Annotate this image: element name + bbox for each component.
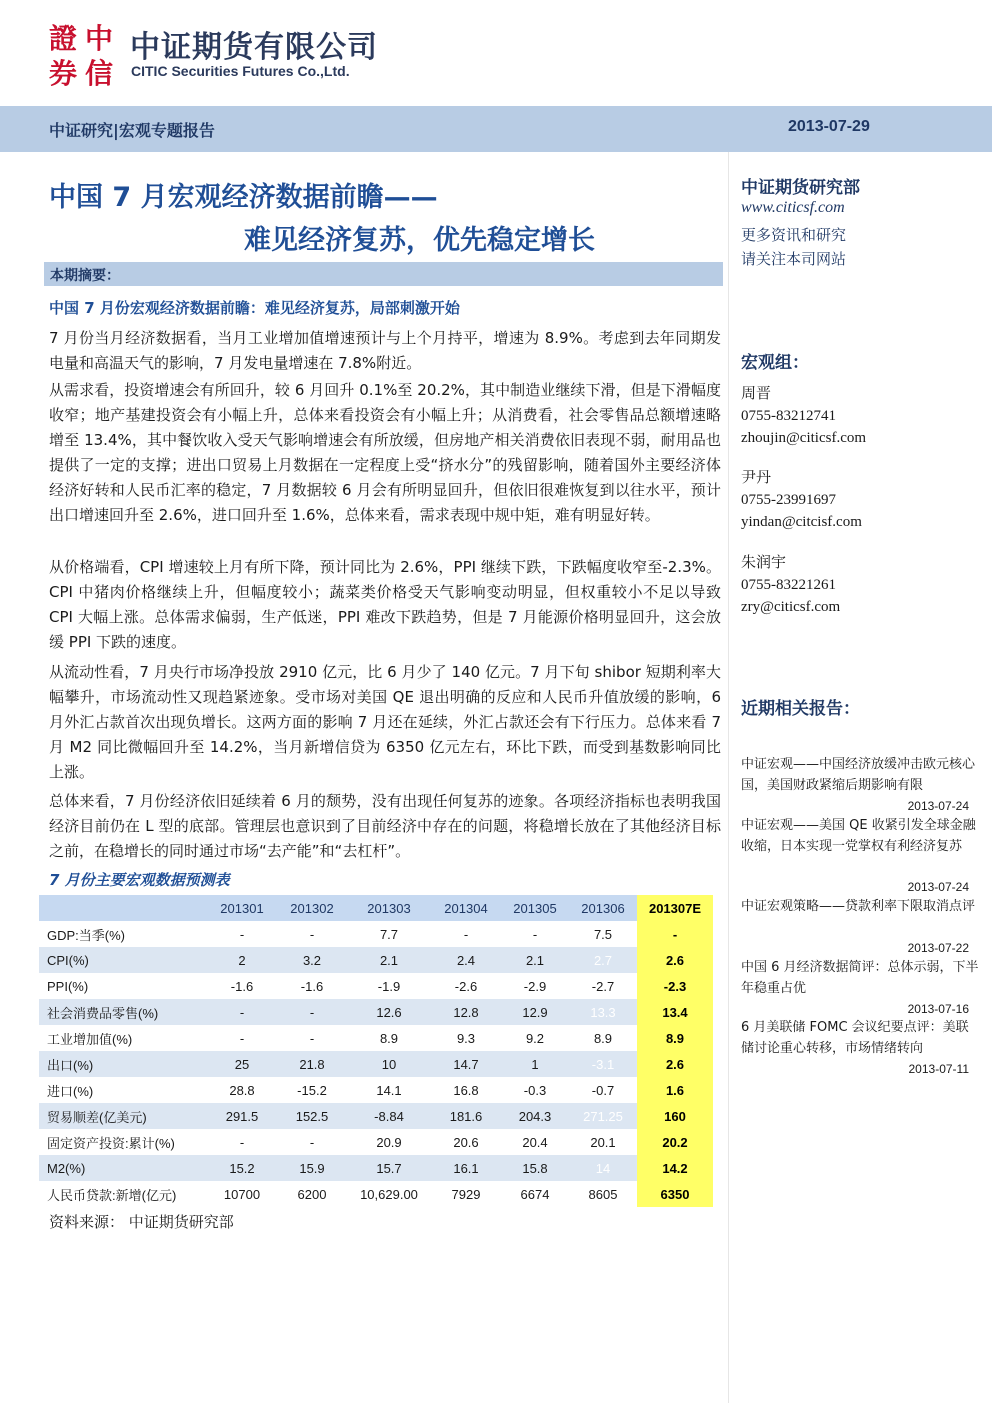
table-cell: - [309,1030,315,1046]
table-cell: 15.2 [207,1155,277,1181]
contact-card [741,552,840,618]
forecast-cell: 13.4 [637,999,713,1025]
table-cell: 15.9 [277,1155,347,1181]
forecast-cell: 2.6 [637,947,713,973]
table-cell: 10 [347,1051,431,1077]
table-cell: 8.9 [379,1030,399,1046]
report-title: 6 月美联储 FOMC 会议纪要点评：美联储讨论重心转移，市场情绪转向 [741,1020,969,1056]
report-title-line2: 难见经济复苏，优先稳定增长 [244,225,595,256]
forecast-cell: 160 [637,1103,713,1129]
table-cell: -1.6 [230,978,254,994]
contact-phone: 0755-83212741 [741,408,836,424]
table-cell: -0.7 [591,1082,615,1098]
summary-paragraph: 从流动性看，7 月央行市场净投放 2910 亿元，比 6 月少了 140 亿元。7 月下旬 shibor 短期利率大幅攀升，市场流动性又现趋紧迹象。受市场对美国 QE 退出明确的反应和人民币升值放缓的影响，6 月外汇占款首次出现负增长。这两方面的影响 7 月还在延续，外汇占款还会有下行压力。总体来看 7 月 M2 同比微幅回升至 14.2%，当月新增信贷为 6350 亿元左右，环比下跌，而受到基数影响同比上涨。 [49,663,721,781]
table-cell: -3.1 [569,1051,637,1077]
report-band [0,106,992,152]
table-row [39,973,713,999]
table-cell: 271.25 [569,1103,637,1129]
row-label: M2(%) [39,1155,207,1181]
report-category: 中证研究|宏观专题报告 [49,121,215,140]
table-cell: 3.2 [277,947,347,973]
contact-card [741,383,866,449]
row-label: 社会消费品零售(%) [39,999,207,1025]
table-cell: -15.2 [297,1082,327,1098]
table-cell: 20.1 [590,1134,616,1150]
forecast-cell: - [637,921,713,947]
column-header: 201302 [277,895,347,921]
table-cell: 15.8 [501,1155,569,1181]
table-cell: 152.5 [277,1103,347,1129]
table-cell: 16.8 [453,1082,479,1098]
table-row [39,947,713,973]
report-item[interactable] [741,896,981,956]
table-row [39,1129,713,1155]
recent-reports-heading: 近期相关报告： [741,699,860,719]
report-title: 中证宏观策略——贷款利率下限取消点评 [741,899,976,914]
table-row [39,999,713,1025]
sidebar-note: 更多资讯和研究 [741,226,847,244]
contact-card [741,467,862,533]
table-row [39,1103,713,1129]
contact-name: 朱润宇 [741,555,787,571]
report-item[interactable] [741,957,981,1017]
row-label: 出口(%) [39,1051,207,1077]
table-cell: 7.7 [379,926,399,942]
forecast-cell: 8.9 [637,1025,713,1051]
column-header: 201303 [347,895,431,921]
company-name-cn: 中证期货有限公司 [130,30,378,65]
table-cell: - [239,1030,245,1046]
row-label: 贸易顺差(亿美元) [39,1103,207,1129]
summary-paragraph: 7 月份当月经济数据看，当月工业增加值增速预计与上个月持平，增速为 8.9%。考虑到去年同期发电量和高温天气的影响，7 月发电量增速在 7.8%附近。 [49,329,721,372]
table-cell: - [309,926,315,942]
table-cell: 6674 [520,1186,550,1202]
table-cell: 2 [207,947,277,973]
column-header: 201306 [569,895,637,921]
forecast-cell: 1.6 [637,1077,713,1103]
sidebar-dept: 中证期货研究部 [741,178,860,198]
report-date: 2013-07-16 [907,1002,969,1016]
page-header [0,0,992,106]
table-row [39,921,713,947]
contact-email[interactable]: zry@citicsf.com [741,599,841,615]
table-cell: 2.7 [569,947,637,973]
report-title: 中国 6 月经济数据简评：总体示弱，下半年稳重占优 [741,960,979,996]
table-cell: 1 [501,1051,569,1077]
table-row [39,1025,713,1051]
table-cell: 28.8 [229,1082,255,1098]
contact-name: 尹丹 [741,470,772,486]
table-cell: 20.4 [522,1134,548,1150]
table-cell: 8605 [588,1186,618,1202]
table-cell: -2.7 [591,978,615,994]
table-cell: 10700 [223,1186,261,1202]
contact-name: 周晋 [741,386,772,402]
logo-char: 中 [84,22,113,55]
table-cell: - [532,926,538,942]
table-cell: 9.3 [456,1030,476,1046]
table-cell: -2.6 [454,978,478,994]
row-label: 工业增加值(%) [39,1025,207,1051]
table-cell: 12.9 [501,999,569,1025]
report-item[interactable] [741,754,981,814]
table-cell: 2.4 [431,947,501,973]
contact-email[interactable]: yindan@citcisf.com [741,514,862,530]
report-title: 中证宏观——中国经济放缓冲击欧元核心国，美国财政紧缩后期影响有限 [741,757,976,793]
forecast-cell: 2.6 [637,1051,713,1077]
report-item[interactable] [741,815,981,895]
table-row [39,1181,713,1207]
table-cell: - [239,1134,245,1150]
forecast-cell: 6350 [637,1181,713,1207]
table-cell: - [239,926,245,942]
table-cell: 7929 [451,1186,481,1202]
sidebar-note: 请关注本司网站 [741,250,847,268]
table-cell: 2.1 [347,947,431,973]
summary-paragraph: 从价格端看，CPI 增速较上月有所下降，预计同比为 2.6%，PPI 继续下跌，下跌幅度收窄至-2.3%。CPI 中猪肉价格继续上升，但幅度较小；蔬菜类价格受天气影响变动明显，但权重较小不足以导致 CPI 大幅上涨。总体需求偏弱，生产低迷，PPI 难改下跌趋势，但是 7 月能源价格明显回升，这会放缓 PPI 下跌的速度。 [49,558,721,651]
data-source: 资料来源： 中证期货研究部 [49,1213,234,1231]
table-cell: - [207,999,277,1025]
table-cell: - [309,1134,315,1150]
table-cell: -1.6 [300,978,324,994]
table-cell: 15.7 [347,1155,431,1181]
column-header: 201305 [501,895,569,921]
report-date: 2013-07-22 [907,941,969,955]
report-date: 2013-07-24 [907,799,969,813]
column-divider [728,152,729,1403]
table-cell: 12.8 [431,999,501,1025]
forecast-cell: 20.2 [637,1129,713,1155]
table-cell: 2.1 [501,947,569,973]
table-cell: 6200 [297,1186,327,1202]
table-cell: 204.3 [501,1103,569,1129]
summary-bar [44,262,723,286]
logo-char: 信 [84,57,113,90]
logo-char: 券 [48,57,77,90]
table-row [39,1077,713,1103]
table-cell: 9.2 [525,1030,545,1046]
table-cell: -0.3 [523,1082,547,1098]
table-cell: 14.1 [376,1082,402,1098]
column-header: 201304 [431,895,501,921]
macro-group-heading: 宏观组： [741,353,809,373]
report-item[interactable] [741,1017,981,1077]
table-cell: - [277,999,347,1025]
column-header-forecast: 201307E [637,895,713,921]
macro-forecast-table [39,895,713,1207]
table-cell: 7.5 [593,926,613,942]
table-cell: 16.1 [431,1155,501,1181]
row-label: CPI(%) [39,947,207,973]
logo-char: 證 [48,22,77,55]
table-cell: 10,629.00 [360,1186,418,1202]
column-header: 201301 [207,895,277,921]
table-row [39,1051,713,1077]
summary-paragraph: 总体来看，7 月份经济依旧延续着 6 月的颓势，没有出现任何复苏的迹象。各项经济指标也表明我国经济目前仍在 L 型的底部。管理层也意识到了目前经济中存在的问题，将稳增长放在了其他经济目标之前，在稳增长的同时通过市场“去产能”和“去杠杆”。 [49,792,721,860]
report-date: 2013-07-11 [908,1062,969,1076]
header-corner [39,895,207,921]
table-header-row [39,895,713,921]
row-label: 进口(%) [39,1077,207,1103]
forecast-cell: 14.2 [637,1155,713,1181]
table-cell: -1.9 [377,978,401,994]
table-cell: 20.6 [453,1134,479,1150]
report-date: 2013-07-24 [907,880,969,894]
table-cell: 181.6 [431,1103,501,1129]
company-name-en: CITIC Securities Futures Co.,Ltd. [131,63,350,79]
contact-email[interactable]: zhoujin@citicsf.com [741,430,867,446]
contact-phone: 0755-23991697 [741,492,836,508]
row-label: PPI(%) [39,973,207,999]
report-date: 2013-07-29 [788,118,870,135]
sidebar-website-link[interactable]: www.citicsf.com [741,199,845,216]
table-cell: -2.9 [523,978,547,994]
table-cell: 25 [207,1051,277,1077]
table-cell: 21.8 [277,1051,347,1077]
table-title: 7 月份主要宏观数据预测表 [49,871,230,889]
contact-phone: 0755-83221261 [741,577,836,593]
row-label: 固定资产投资:累计(%) [39,1129,207,1155]
table-cell: 14 [569,1155,637,1181]
table-cell: - [463,926,469,942]
report-title-line1: 中国 7 月宏观经济数据前瞻—— [49,182,438,213]
table-cell: 8.9 [593,1030,613,1046]
report-title: 中证宏观——美国 QE 收紧引发全球金融收缩，日本实现一党掌权有利经济复苏 [741,818,976,854]
table-cell: 12.6 [347,999,431,1025]
table-cell: -8.84 [347,1103,431,1129]
table-row [39,1155,713,1181]
company-logo [46,22,118,92]
summary-paragraph: 从需求看，投资增速会有所回升，较 6 月回升 0.1%至 20.2%，其中制造业继续下滑，但是下滑幅度收窄；地产基建投资会有小幅上升，总体来看投资会有小幅上升；从消费看，社会零售品总额增速略增至 13.4%，其中餐饮收入受天气影响增速会有所放缓，但房地产相关消费依旧表现不弱，耐用品也提供了一定的支撑；进出口贸易上月数据在一定程度上受“挤水分”的残留影响，随着国外主要经济体经济好转和人民币汇率的稳定，7 月数据较 6 月会有所明显回升，但依旧很难恢复到以往水平，预计出口增速回升至 2.6%，进口回升至 1.6%，总体来看，需求表现中规中矩，难有明显好转。 [49,381,721,524]
table-cell: 13.3 [569,999,637,1025]
table-cell: 20.9 [376,1134,402,1150]
table-cell: 14.7 [431,1051,501,1077]
table-cell: 291.5 [207,1103,277,1129]
row-label: 人民币贷款:新增(亿元) [39,1181,207,1207]
summary-label: 本期摘要： [50,268,120,284]
forecast-cell: -2.3 [637,973,713,999]
summary-subhead: 中国 7 月份宏观经济数据前瞻：难见经济复苏，局部刺激开始 [49,299,460,317]
row-label: GDP:当季(%) [39,921,207,947]
